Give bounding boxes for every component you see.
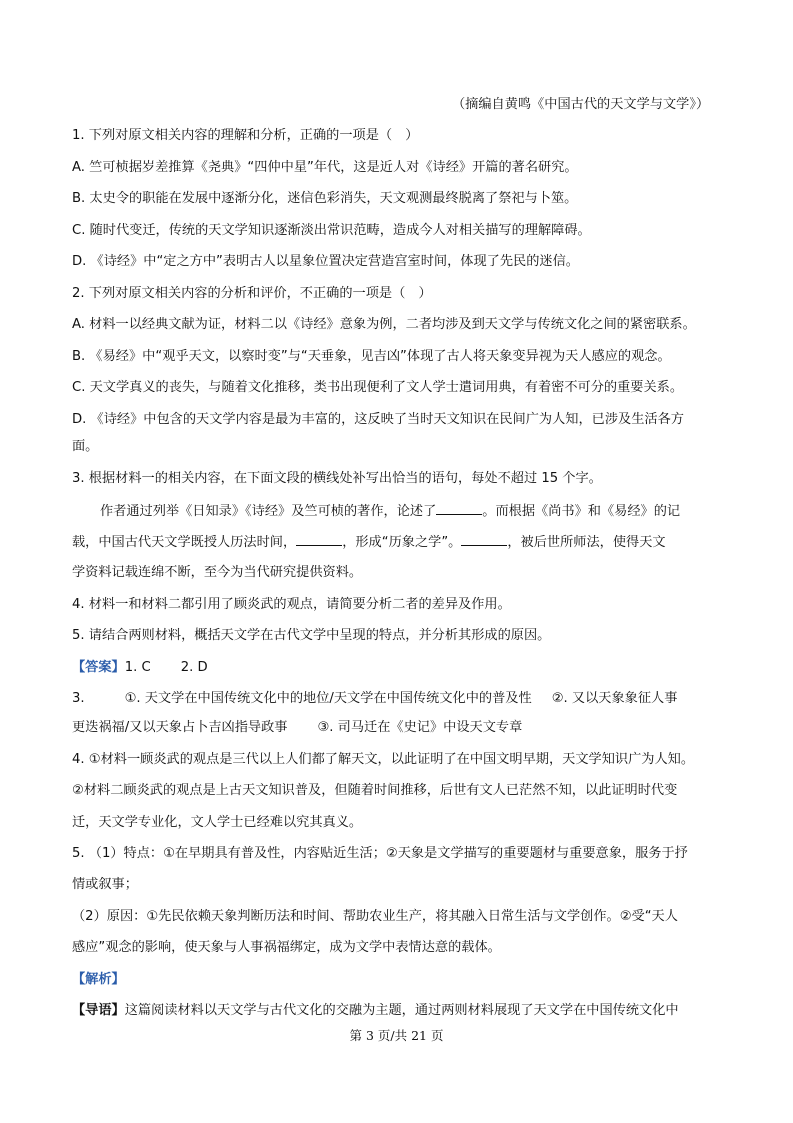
blank-2 xyxy=(296,533,342,546)
answer-1: 1. C xyxy=(124,660,151,675)
guide-text: 这篇阅读材料以天文学与古代文化的交融为主题，通过两则材料展现了天文学在中国传统文化中 xyxy=(124,1003,679,1018)
answer-3-line2 xyxy=(72,719,732,737)
q2-option-d-line2: 面。 xyxy=(72,439,99,454)
answer-3-item2a: ②. 又以天象象征人事 xyxy=(551,691,678,706)
q3-text-2c: ，被后世所师法，使得天文 xyxy=(507,535,666,550)
q3-text-2b: ，形成“历象之学”。 xyxy=(342,535,462,550)
answer-3-number: 3. xyxy=(72,691,85,706)
answer-2: 2. D xyxy=(180,660,208,675)
q1-stem: 1. 下列对原文相关内容的理解和分析，正确的一项是（ ） xyxy=(72,128,419,143)
answer-5-line3: （2）原因：①先民依赖天象判断历法和时间、帮助农业生产，将其融入日常生活与文学创作。②受“天人 xyxy=(72,909,678,924)
q2-option-c: C. 天文学真义的丧失，与随着文化推移，类书出现便利了文人学士遣词用典，有着密不可分的重要关系。 xyxy=(72,380,684,395)
guide-label: 【导语】 xyxy=(72,1003,125,1018)
answer-3-item1: ①. 天文学在中国传统文化中的地位/天文学在中国传统文化中的普及性 xyxy=(124,691,532,706)
q3-text-1a: 作者通过列举《日知录》《诗经》及竺可桢的著作，论述了 xyxy=(100,504,437,519)
q4-stem: 4. 材料一和材料二都引用了顾炎武的观点，请简要分析二者的差异及作用。 xyxy=(72,597,511,612)
q3-text-2a: 载，中国古代天文学既授人历法时间， xyxy=(72,535,297,550)
answer-5-line2: 情或叙事； xyxy=(72,877,138,892)
answer-4-line1: 4. ①材料一顾炎武的观点是三代以上人们都了解天文，以此证明了在中国文明早期，天文学知识广为人知。 xyxy=(72,752,695,767)
answer-5-line4: 感应”观念的影响，使天象与人事祸福绑定，成为文学中表情达意的载体。 xyxy=(72,940,501,955)
guide-line xyxy=(72,1002,732,1020)
source-citation: （摘编自黄鸣《中国古代的天文学与文学》） xyxy=(452,97,710,112)
answer-5-line1: 5. （1）特点：①在早期具有普及性，内容贴近生活；②天象是文学描写的重要题材与重要意象，服务于抒 xyxy=(72,846,688,861)
q3-stem: 3. 根据材料一的相关内容，在下面文段的横线处补写出恰当的语句，每处不超过 15 个字。 xyxy=(72,471,602,486)
q1-option-a: A. 竺可桢据岁差推算《尧典》“四仲中星”年代，这是近人对《诗经》开篇的著名研究。 xyxy=(72,160,578,175)
answer-3-line1 xyxy=(72,690,732,708)
analysis-label: 【解析】 xyxy=(72,972,125,987)
q5-stem: 5. 请结合两则材料，概括天文学在古代文学中呈现的特点，并分析其形成的原因。 xyxy=(72,628,551,643)
q1-option-d: D. 《诗经》中“定之方中”表明古人以星象位置决定营造宫室时间，体现了先民的迷信。 xyxy=(72,254,579,269)
q3-text-1b: 。而根据《尚书》和《易经》的记 xyxy=(482,504,681,519)
answer-line xyxy=(72,659,732,677)
answer-3-item3: ③. 司马迁在《史记》中设天文专章 xyxy=(317,720,523,735)
q2-option-d-line1: D. 《诗经》中包含的天文学内容是最为丰富的，这反映了当时天文知识在民间广为人知，已涉及生活各方 xyxy=(72,412,684,427)
q1-option-c: C. 随时代变迁，传统的天文学知识逐渐淡出常识范畴，造成今人对相关描写的理解障碍。 xyxy=(72,223,591,238)
q2-option-b: B. 《易经》中“观乎天文，以察时变”与“天垂象，见吉凶”体现了古人将天象变异视为天人感应的观念。 xyxy=(72,349,671,364)
answer-label: 【答案】 xyxy=(72,660,125,675)
q3-passage-line2 xyxy=(72,533,732,552)
page-footer: 第 3 页/共 21 页 xyxy=(349,1028,444,1043)
q1-option-b: B. 太史令的职能在发展中逐渐分化，迷信色彩消失，天文观测最终脱离了祭祀与卜筮。 xyxy=(72,191,578,206)
blank-3 xyxy=(461,533,507,546)
q2-option-a: A. 材料一以经典文献为证，材料二以《诗经》意象为例，二者均涉及到天文学与传统文化之间的紧密联系。 xyxy=(72,317,696,332)
q3-passage-line1 xyxy=(100,502,760,521)
answer-3-item2b: 更迭祸福/又以天象占卜吉凶指导政事 xyxy=(72,720,288,735)
blank-1 xyxy=(436,502,482,515)
answer-4-line2: ②材料二顾炎武的观点是上古天文知识普及，但随着时间推移，后世有文人已茫然不知，以此证明时代变 xyxy=(72,783,678,798)
answer-4-line3: 迁，天文学专业化，文人学士已经难以究其真义。 xyxy=(72,815,363,830)
q3-passage-line3: 学资料记载连绵不断，至今为当代研究提供资料。 xyxy=(72,565,363,580)
q2-stem: 2. 下列对原文相关内容的分析和评价，不正确的一项是（ ） xyxy=(72,286,432,301)
